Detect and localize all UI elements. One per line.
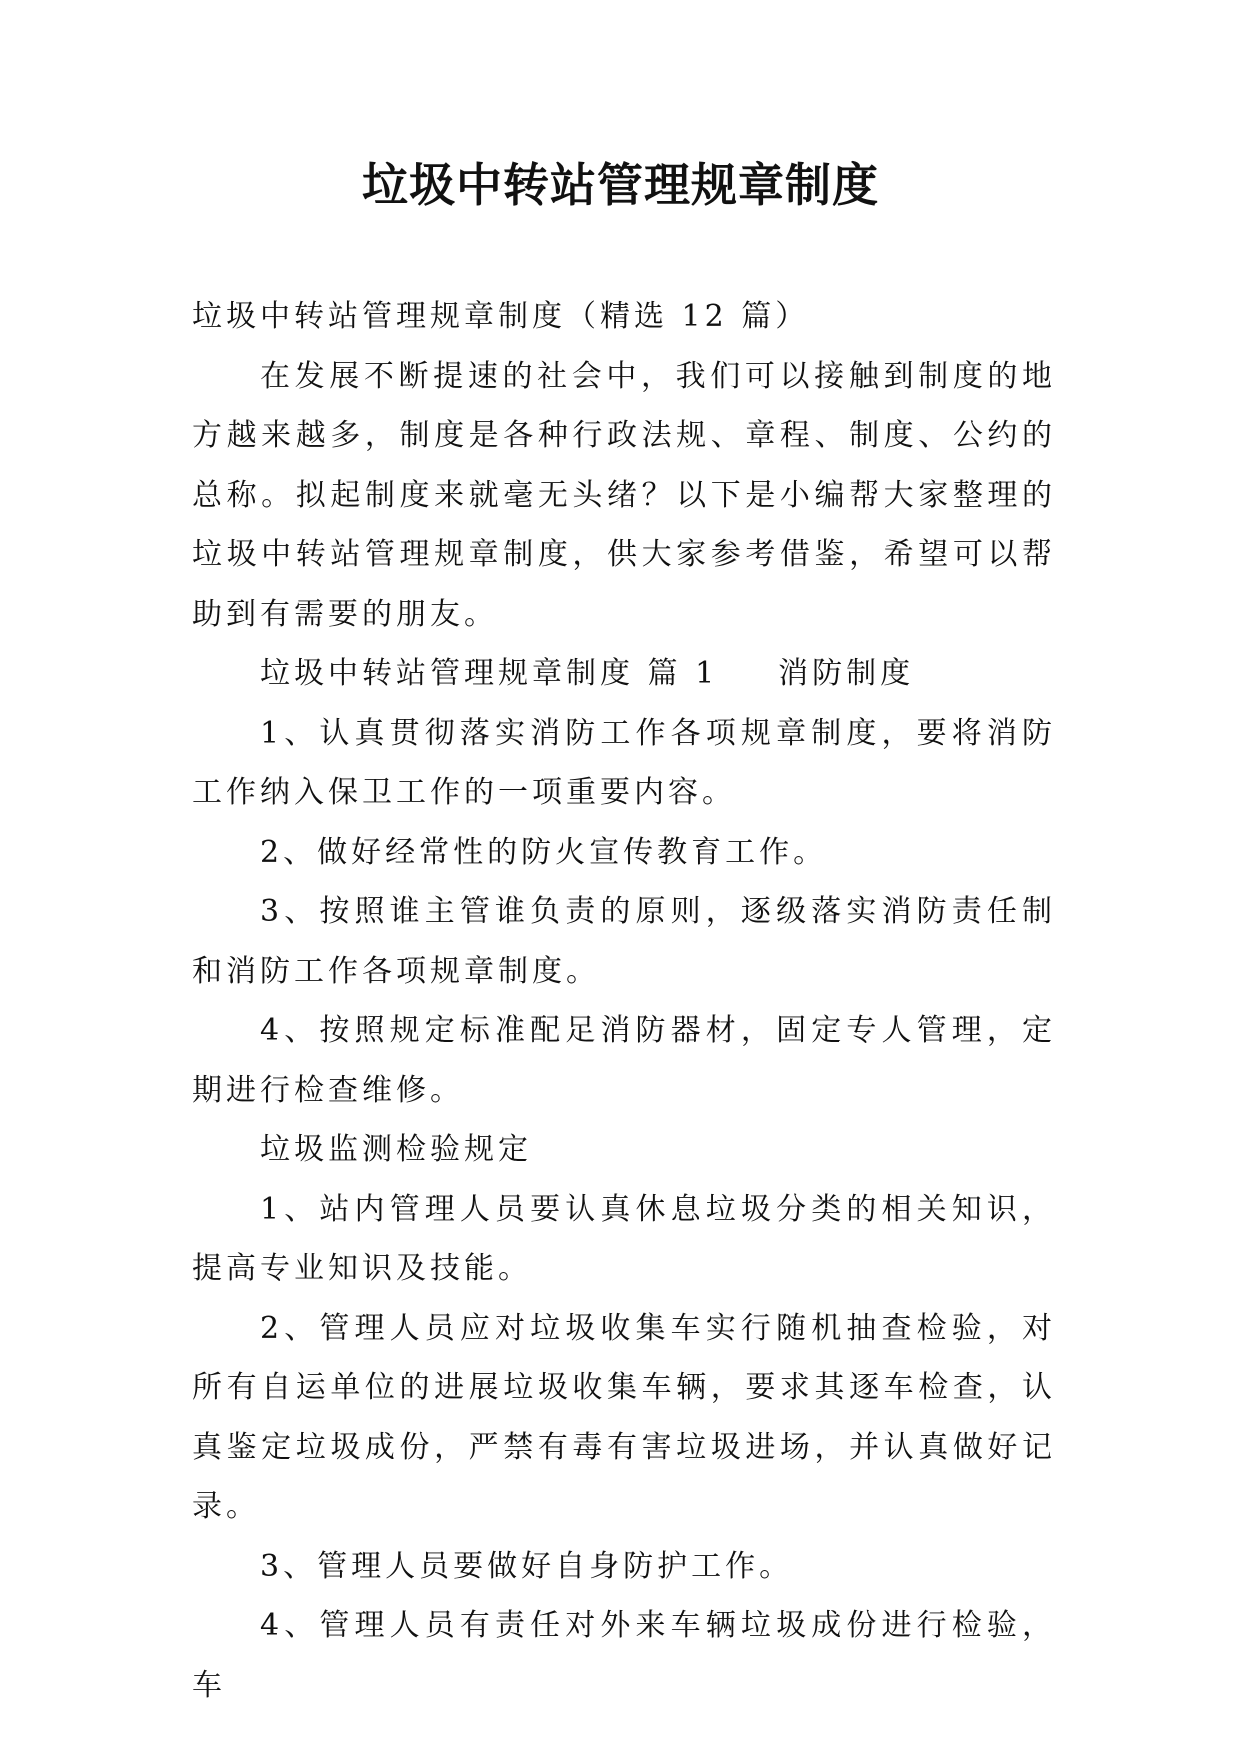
list-item: 4、管理人员有责任对外来车辆垃圾成份进行检验，车 xyxy=(192,1608,1056,1703)
intro-paragraph: 在发展不断提速的社会中，我们可以接触到制度的地方越来越多，制度是各种行政法规、章程、制度、公约的总称。拟起制度来就毫无头绪？以下是小编帮大家整理的垃圾中转站管理规章制度，供大家参考借鉴，希望可以帮助到有需要的朋友。 xyxy=(192,358,1056,632)
list-item: 4、按照规定标准配足消防器材，固定专人管理，定期进行检查维修。 xyxy=(192,1013,1056,1108)
list-item: 2、做好经常性的防火宣传教育工作。 xyxy=(260,834,828,870)
list-item: 1、认真贯彻落实消防工作各项规章制度，要将消防工作纳入保卫工作的一项重要内容。 xyxy=(192,715,1056,810)
document-title: 垃圾中转站管理规章制度 xyxy=(362,158,879,212)
section-1-heading-line xyxy=(192,644,1056,704)
document-subtitle: 垃圾中转站管理规章制度（精选 12 篇） xyxy=(192,299,810,334)
list-item: 2、管理人员应对垃圾收集车实行随机抽查检验，对所有自运单位的进展垃圾收集车辆，要求其逐车检查，认真鉴定垃圾成份，严禁有毒有害垃圾进场，并认真做好记录。 xyxy=(192,1310,1056,1524)
list-item: 3、按照谁主管谁负责的原则，逐级落实消防责任制和消防工作各项规章制度。 xyxy=(192,894,1056,989)
list-item: 1、站内管理人员要认真休息垃圾分类的相关知识，提高专业知识及技能。 xyxy=(192,1191,1056,1286)
document-body xyxy=(192,287,1056,1715)
section-1-subheading: 消防制度 xyxy=(778,656,915,691)
list-item: 3、管理人员要做好自身防护工作。 xyxy=(260,1548,794,1584)
section-1-heading: 垃圾中转站管理规章制度 篇 1 xyxy=(260,656,719,691)
section-2-heading: 垃圾监测检验规定 xyxy=(260,1132,532,1167)
